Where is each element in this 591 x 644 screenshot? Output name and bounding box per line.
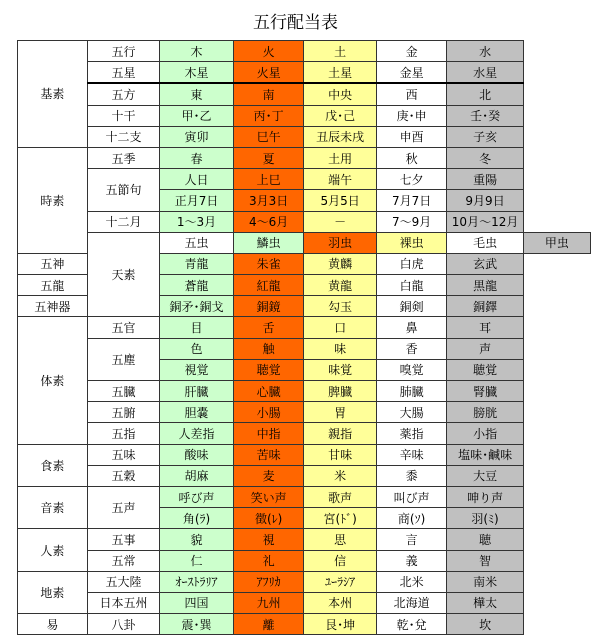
wood-cell: 仁 xyxy=(160,550,234,571)
water-cell: 重陽 xyxy=(447,169,523,190)
category-cell: 時素 xyxy=(18,147,88,253)
earth-cell: 胃 xyxy=(304,402,376,423)
earth-cell: 艮･坤 xyxy=(304,614,376,635)
fire-cell: 火星 xyxy=(233,62,304,84)
attribute-cell: 日本五州 xyxy=(87,592,159,613)
earth-cell: 味覚 xyxy=(304,359,376,380)
earth-cell: 宮(ﾄﾞ) xyxy=(304,508,376,529)
table-row xyxy=(18,402,591,423)
water-cell: 子亥 xyxy=(447,126,523,147)
earth-cell: 米 xyxy=(304,465,376,486)
metal-cell: 西 xyxy=(376,83,447,105)
attribute-cell: 十干 xyxy=(87,105,159,126)
table-row xyxy=(18,211,591,232)
metal-cell: 肺臓 xyxy=(376,381,447,402)
attribute-cell: 五神 xyxy=(18,253,88,274)
earth-cell: 5月5日 xyxy=(304,190,376,211)
metal-cell: 秋 xyxy=(376,147,447,168)
attribute-cell: 五声 xyxy=(87,486,159,528)
metal-cell: 金星 xyxy=(376,62,447,84)
table-row xyxy=(18,317,591,338)
fire-cell: 丙･丁 xyxy=(233,105,304,126)
attribute-cell: 五行 xyxy=(87,41,159,62)
water-cell: 聴 xyxy=(447,529,523,550)
attribute-cell: 五事 xyxy=(87,529,159,550)
wood-cell: 銅矛･銅戈 xyxy=(160,296,234,317)
metal-cell: 白虎 xyxy=(376,253,447,274)
earth-cell: 本州 xyxy=(304,592,376,613)
water-cell: 水星 xyxy=(447,62,523,84)
fire-cell: 小腸 xyxy=(233,402,304,423)
wood-cell: 色 xyxy=(160,338,234,359)
five-elements-table xyxy=(17,40,591,635)
attribute-cell: 八卦 xyxy=(87,614,159,635)
metal-cell: 7～9月 xyxy=(376,211,447,232)
fire-cell: 触 xyxy=(233,338,304,359)
wood-cell: 視覚 xyxy=(160,359,234,380)
category-cell: 音素 xyxy=(18,486,88,528)
wood-cell: 1～3月 xyxy=(160,211,234,232)
attribute-cell: 五星 xyxy=(87,62,159,84)
table-row xyxy=(18,571,591,592)
earth-cell: ﾕｰﾗｼｱ xyxy=(304,571,376,592)
table-row xyxy=(18,147,591,168)
attribute-cell: 五季 xyxy=(87,147,159,168)
attribute-cell: 十二支 xyxy=(87,126,159,147)
wood-cell: 胆嚢 xyxy=(160,402,234,423)
attribute-cell: 五神器 xyxy=(18,296,88,317)
attribute-cell: 五指 xyxy=(87,423,159,444)
water-cell: 大豆 xyxy=(447,465,523,486)
earth-cell: 思 xyxy=(304,529,376,550)
fire-cell: 羽虫 xyxy=(304,232,376,253)
earth-cell: 信 xyxy=(304,550,376,571)
metal-cell: 銅剣 xyxy=(376,296,447,317)
metal-cell: 庚･申 xyxy=(376,105,447,126)
earth-cell: 味 xyxy=(304,338,376,359)
earth-cell: 口 xyxy=(304,317,376,338)
metal-cell: 北海道 xyxy=(376,592,447,613)
metal-cell: 七夕 xyxy=(376,169,447,190)
fire-cell: 火 xyxy=(233,41,304,62)
fire-cell: 礼 xyxy=(233,550,304,571)
water-cell: 黒龍 xyxy=(447,275,523,296)
wood-cell: 東 xyxy=(160,83,234,105)
table-row xyxy=(18,169,591,190)
water-cell: 北 xyxy=(447,83,523,105)
attribute-cell: 五虫 xyxy=(160,232,234,253)
table-row xyxy=(18,338,591,359)
fire-cell: 離 xyxy=(233,614,304,635)
wood-cell: 震･巽 xyxy=(160,614,234,635)
earth-cell: 戊･己 xyxy=(304,105,376,126)
category-cell: 天素 xyxy=(87,232,159,317)
earth-cell: 土 xyxy=(304,41,376,62)
water-cell: 呻り声 xyxy=(447,486,523,507)
water-cell: 腎臓 xyxy=(447,381,523,402)
wood-cell: 呼び声 xyxy=(160,486,234,507)
water-cell: 聴覚 xyxy=(447,359,523,380)
table-row xyxy=(18,105,591,126)
fire-cell: 舌 xyxy=(233,317,304,338)
metal-cell: 北米 xyxy=(376,571,447,592)
fire-cell: 3月3日 xyxy=(233,190,304,211)
wood-cell: 四国 xyxy=(160,592,234,613)
water-cell: 坎 xyxy=(447,614,523,635)
water-cell: 羽(ﾐ) xyxy=(447,508,523,529)
earth-cell: 土星 xyxy=(304,62,376,84)
table-row xyxy=(18,550,591,571)
category-cell: 地素 xyxy=(18,571,88,613)
attribute-cell: 五味 xyxy=(87,444,159,465)
fire-cell: 苦味 xyxy=(233,444,304,465)
category-cell: 体素 xyxy=(18,317,88,444)
wood-cell: 蒼龍 xyxy=(160,275,234,296)
wood-cell: 人差指 xyxy=(160,423,234,444)
water-cell: 耳 xyxy=(447,317,523,338)
category-cell: 食素 xyxy=(18,444,88,486)
metal-cell: 香 xyxy=(376,338,447,359)
water-cell: 玄武 xyxy=(447,253,523,274)
metal-cell: 大腸 xyxy=(376,402,447,423)
attribute-cell: 五龍 xyxy=(18,275,88,296)
fire-cell: 南 xyxy=(233,83,304,105)
table-row xyxy=(18,592,591,613)
table-row xyxy=(18,465,591,486)
table-row xyxy=(18,381,591,402)
fire-cell: 心臓 xyxy=(233,381,304,402)
wood-cell: 鱗虫 xyxy=(233,232,304,253)
table-row xyxy=(18,232,591,253)
metal-cell: 義 xyxy=(376,550,447,571)
table-row xyxy=(18,83,591,105)
metal-cell: 薬指 xyxy=(376,423,447,444)
wood-cell: 酸味 xyxy=(160,444,234,465)
fire-cell: 笑い声 xyxy=(233,486,304,507)
table-row xyxy=(18,126,591,147)
attribute-cell: 五官 xyxy=(87,317,159,338)
water-cell: 冬 xyxy=(447,147,523,168)
metal-cell: 叫び声 xyxy=(376,486,447,507)
table-row xyxy=(18,62,591,84)
metal-cell: 毛虫 xyxy=(447,232,523,253)
water-cell: 小指 xyxy=(447,423,523,444)
wood-cell: 角(ﾗ) xyxy=(160,508,234,529)
table-row xyxy=(18,529,591,550)
metal-cell: 鼻 xyxy=(376,317,447,338)
water-cell: 10月～12月 xyxy=(447,211,523,232)
fire-cell: 紅龍 xyxy=(233,275,304,296)
earth-cell: 裸虫 xyxy=(376,232,447,253)
fire-cell: 麦 xyxy=(233,465,304,486)
wood-cell: 正月7日 xyxy=(160,190,234,211)
earth-cell: 土用 xyxy=(304,147,376,168)
attribute-cell: 五常 xyxy=(87,550,159,571)
metal-cell: 言 xyxy=(376,529,447,550)
fire-cell: 上巳 xyxy=(233,169,304,190)
fire-cell: 視 xyxy=(233,529,304,550)
fire-cell: 朱雀 xyxy=(233,253,304,274)
wood-cell: 人日 xyxy=(160,169,234,190)
wood-cell: 目 xyxy=(160,317,234,338)
table-row xyxy=(18,423,591,444)
attribute-cell: 十二月 xyxy=(87,211,159,232)
metal-cell: 申酉 xyxy=(376,126,447,147)
attribute-cell: 五方 xyxy=(87,83,159,105)
metal-cell: 商(ｿ) xyxy=(376,508,447,529)
table-row xyxy=(18,486,591,507)
wood-cell: 胡麻 xyxy=(160,465,234,486)
earth-cell: 丑辰未戌 xyxy=(304,126,376,147)
table-row xyxy=(18,41,591,62)
fire-cell: 夏 xyxy=(233,147,304,168)
attribute-cell: 五臓 xyxy=(87,381,159,402)
metal-cell: 金 xyxy=(376,41,447,62)
wood-cell: 甲･乙 xyxy=(160,105,234,126)
earth-cell: 中央 xyxy=(304,83,376,105)
category-cell: 基素 xyxy=(18,41,88,148)
fire-cell: ｱﾌﾘｶ xyxy=(233,571,304,592)
wood-cell: 寅卯 xyxy=(160,126,234,147)
attribute-cell: 五節句 xyxy=(87,169,159,211)
water-cell: 銅鐸 xyxy=(447,296,523,317)
fire-cell: 九州 xyxy=(233,592,304,613)
water-cell: 壬･癸 xyxy=(447,105,523,126)
earth-cell: 端午 xyxy=(304,169,376,190)
fire-cell: 聴覚 xyxy=(233,359,304,380)
attribute-cell: 五塵 xyxy=(87,338,159,380)
category-cell: 人素 xyxy=(18,529,88,571)
fire-cell: 徴(ﾚ) xyxy=(233,508,304,529)
table-row xyxy=(18,444,591,465)
table-row xyxy=(18,614,591,635)
metal-cell: 辛味 xyxy=(376,444,447,465)
water-cell: 9月9日 xyxy=(447,190,523,211)
page-title: 五行配当表 xyxy=(253,13,338,33)
metal-cell: 黍 xyxy=(376,465,447,486)
wood-cell: 木星 xyxy=(160,62,234,84)
fire-cell: 4～6月 xyxy=(233,211,304,232)
wood-cell: ｵｰｽﾄﾗﾘｱ xyxy=(160,571,234,592)
attribute-cell: 五穀 xyxy=(87,465,159,486)
earth-cell: － xyxy=(304,211,376,232)
fire-cell: 銅鏡 xyxy=(233,296,304,317)
water-cell: 智 xyxy=(447,550,523,571)
earth-cell: 甘味 xyxy=(304,444,376,465)
earth-cell: 脾臓 xyxy=(304,381,376,402)
earth-cell: 黄龍 xyxy=(304,275,376,296)
water-cell: 声 xyxy=(447,338,523,359)
earth-cell: 親指 xyxy=(304,423,376,444)
metal-cell: 乾･兌 xyxy=(376,614,447,635)
water-cell: 甲虫 xyxy=(523,232,590,253)
earth-cell: 歌声 xyxy=(304,486,376,507)
earth-cell: 黄麟 xyxy=(304,253,376,274)
metal-cell: 7月7日 xyxy=(376,190,447,211)
water-cell: 塩味･鹹味 xyxy=(447,444,523,465)
fire-cell: 中指 xyxy=(233,423,304,444)
attribute-cell: 五大陸 xyxy=(87,571,159,592)
earth-cell: 勾玉 xyxy=(304,296,376,317)
water-cell: 南米 xyxy=(447,571,523,592)
fire-cell: 巳午 xyxy=(233,126,304,147)
wood-cell: 木 xyxy=(160,41,234,62)
category-cell: 易 xyxy=(18,614,88,635)
water-cell: 膀胱 xyxy=(447,402,523,423)
wood-cell: 青龍 xyxy=(160,253,234,274)
wood-cell: 肝臓 xyxy=(160,381,234,402)
attribute-cell: 五腑 xyxy=(87,402,159,423)
wood-cell: 春 xyxy=(160,147,234,168)
wood-cell: 貌 xyxy=(160,529,234,550)
metal-cell: 白龍 xyxy=(376,275,447,296)
water-cell: 水 xyxy=(447,41,523,62)
metal-cell: 嗅覚 xyxy=(376,359,447,380)
water-cell: 樺太 xyxy=(447,592,523,613)
